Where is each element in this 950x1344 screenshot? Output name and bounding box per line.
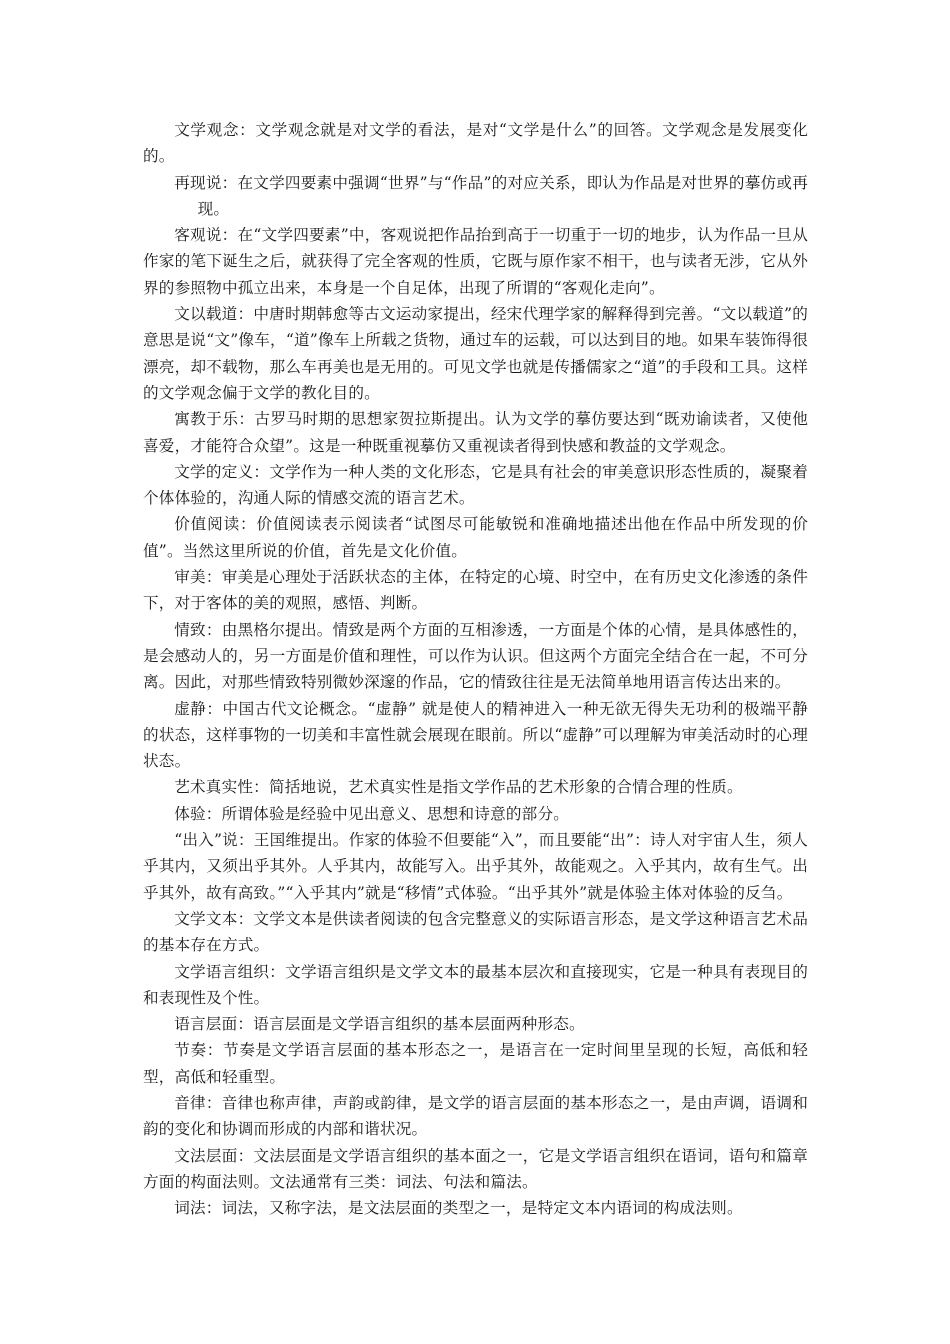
paragraph-literary-text: 文学文本：文学文本是供读者阅读的包含完整意义的实际语言形态，是文学这种语言艺术品的基本存在方式。 [143, 909, 808, 955]
paragraph-rhythm: 节奏：节奏是文学语言层面的基本形态之一，是语言在一定时间里呈现的长短，高低和轻型，高低和轻重型。 [143, 1041, 808, 1086]
paragraph-value-reading: 价值阅读：价值阅读表示阅读者“试图尽可能敏锐和准确地描述出他在作品中所发现的价值”。当然这里所说的价值，首先是文化价值。 [143, 515, 808, 560]
paragraph-prosody: 音律：音律也称声律，声韵或韵律，是文学的语言层面的基本形态之一，是由声调，语调和韵的变化和协调而形成的内部和谐状况。 [143, 1093, 808, 1139]
paragraph-definition-of-literature: 文学的定义：文学作为一种人类的文化形态，它是具有社会的审美意识形态性质的，凝聚着个体体验的，沟通人际的情感交流的语言艺术。 [143, 462, 808, 508]
paragraph-aesthetics: 审美：审美是心理处于活跃状态的主体，在特定的心境、时空中，在有历史文化渗透的条件下，对于客体的美的观照，感悟、判断。 [143, 568, 808, 613]
paragraph-literature-conveys-dao: 文以载道：中唐时期韩愈等古文运动家提出，经宋代理学家的解释得到完善。“文以载道”的意思是说“文”像车，“道”像车上所载之货物，通过车的运载，可以达到目的地。如果车装饰得很漂亮，却不载物，那么车再美也是无用的。可见文学也就是传播儒家之“道”的手段和工具。这样的文学观念偏于文学的教化目的。 [143, 305, 808, 402]
paragraph-grammar-level: 文法层面：文法层面是文学语言组织的基本面之一，它是文学语言组织在语词，语句和篇章方面的构面法则。文法通常有三类：词法、句法和篇法。 [143, 1146, 808, 1191]
paragraph-language-level: 语言层面：语言层面是文学语言组织的基本层面两种形态。 [174, 1015, 585, 1034]
paragraph-in-out-theory: “出入”说：王国维提出。作家的体验不但要能“入”，而且要能“出”：诗人对宇宙人生，须人乎其内，又须出乎其外。人乎其内，故能写入。出乎其外，故能观之。入乎其内，故有生气。出乎其外，故有高致。”“入乎其内”就是“移情”式体验。“出乎其外”就是体验主体对体验的反刍。 [143, 831, 808, 902]
paragraph-literary-concept: 文学观念：文学观念就是对文学的看法，是对“文学是什么”的回答。文学观念是发展变化的。 [143, 121, 808, 166]
paragraph-representation-theory [143, 170, 808, 223]
paragraph-emptiness-stillness: 虚静：中国古代文论概念。“虚静” 就是使人的精神进入一种无欲无得失无功利的极端平静的状态，这样事物的一切美和丰富性就会展现在眼前。所以“虚静”可以理解为审美活动时的心理状态。 [143, 699, 808, 771]
paragraph-experience: 体验：所谓体验是经验中见出意义、思想和诗意的部分。 [174, 804, 570, 823]
paragraph-morphology: 词法：词法，又称字法，是文法层面的类型之一，是特定文本内语词的构成法则。 [174, 1199, 743, 1218]
document-body [143, 117, 808, 1221]
paragraph-representation-theory-text: 再现说：在文学四要素中强调“世界”与“作品”的对应关系，即认为作品是对世界的摹仿或再 [174, 173, 808, 192]
paragraph-artistic-truth: 艺术真实性：简括地说，艺术真实性是指文学作品的艺术形象的合情合理的性质。 [174, 778, 743, 797]
paragraph-teaching-through-pleasure: 寓教于乐：古罗马时期的思想家贺拉斯提出。认为文学的摹仿要达到“既劝谕读者，又使他喜爱，才能符合众望”。这是一种既重视摹仿又重视读者得到快感和教益的文学观念。 [143, 410, 808, 455]
paragraph-pathos: 情致：由黑格尔提出。情致是两个方面的互相渗透，一方面是个体的心情，是具体感性的，是会感动人的，另一方面是价值和理性，可以作为认识。但这两个方面完全结合在一起，不可分离。因此，对那些情致特别微妙深邃的作品，它的情致往往是无法简单地用语言传达出来的。 [143, 620, 808, 692]
paragraph-literary-language-organization: 文学语言组织：文学语言组织是文学文本的最基本层次和直接现实，它是一种具有表现目的和表现性及个性。 [143, 962, 808, 1007]
paragraph-objective-theory: 客观说：在“文学四要素”中，客观说把作品抬到高于一切重于一切的地步，认为作品一旦从作家的笔下诞生之后，就获得了完全客观的性质，它既与原作家不相干，也与读者无涉，它从外界的参照物中孤立出来，本身是一个自足体，出现了所谓的“客观化走向”。 [143, 226, 808, 297]
paragraph-representation-theory-tail: 现。 [197, 199, 230, 218]
